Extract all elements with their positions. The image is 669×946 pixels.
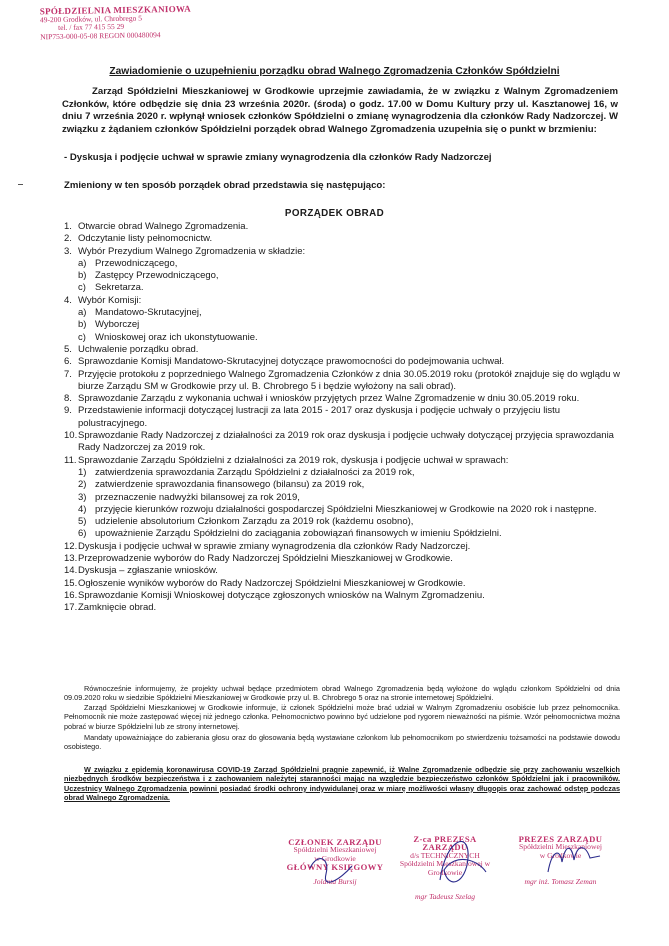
- agenda-item-number: b): [78, 270, 87, 282]
- agenda-item-text: Sprawozdanie Rady Nadzorczej z działalności za 2019 rok oraz dyskusja i podjęcie uchwały dotyczącej przyjęcia sprawozdania Rady Nadzorczej za 2019 rok.: [78, 430, 614, 454]
- agenda-item-text: Sprawozdanie Komisji Wnioskowej dotyczące zgłoszonych wniosków na Walnym Zgromadzeniu.: [78, 589, 485, 601]
- agenda-item-number: 1.: [64, 221, 72, 232]
- agenda-item-number: c): [78, 331, 86, 343]
- note-covid: W związku z epidemią koronawirusa COVID-19 Zarząd Spółdzielni pragnie zapewnić, iż Walne Zgromadzenie odbędzie się przy zachowaniu wszelkich niezbędnych środków bezpieczeństwa i z zachowaniem należytej staranności mając na względzie bezpieczeństwo członków Spółdzielni jak i pracowników. Uczestnicy Walnego Zgromadzenia powinni posiadać środki ochrony indywidulanej oraz w miarę możliwości własny długopis oraz zachować odstęp podczas obrad Walnego Zgromadzenia.: [64, 765, 620, 803]
- agenda-subitem: [64, 258, 624, 270]
- agenda-item-number: a): [78, 307, 87, 319]
- agenda-subitem: [64, 282, 624, 294]
- agenda-item: [64, 246, 624, 258]
- agenda-item-number: b): [78, 319, 87, 331]
- agenda-item-text: Przedstawienie informacji dotyczącej lustracji za lata 2015 - 2017 oraz dyskusja i podjęcie uchwały o przyjęciu listu polustracyjnego.: [78, 405, 561, 429]
- note-proxy: Zarząd Spółdzielni Mieszkaniowej w Grodkowie informuje, iż członek Spółdzielni może brać udział w Walnym Zgromadzeniu osobiście lub przez pełnomocnika. Pełnomocnik nie może zastępować więcej niż jednego członka. Pełnomocnictwo powinno być udzielone pod rygorem nieważności na piśmie. Wzór pełnomocnictwa można pobrać w biurze Spółdzielni lub ze strony internetowej.: [64, 703, 620, 731]
- agenda-item: [64, 295, 624, 307]
- signature-name: mgr inż. Tomasz Zeman: [524, 877, 597, 887]
- margin-mark: [18, 184, 23, 185]
- agenda-item-text: Otwarcie obrad Walnego Zgromadzenia.: [78, 221, 249, 232]
- agenda-item-number: 10.: [64, 430, 78, 442]
- agenda-item-number: c): [78, 282, 86, 294]
- agenda-item: [64, 590, 624, 602]
- signature-name: mgr Tadeusz Szelag: [414, 892, 476, 902]
- agenda-item-number: 4.: [64, 294, 72, 306]
- agenda-item: [64, 393, 624, 405]
- signature-org: d/s TECHNICZNYCH: [410, 850, 480, 860]
- agenda-item-text: Wybór Prezydium Walnego Zgromadzenia w składzie:: [78, 245, 306, 257]
- stamp-line: SPÓŁDZIELNIA MIESZKANIOWA: [39, 3, 192, 17]
- agenda-item-number: 17.: [64, 602, 78, 614]
- agenda-item-text: Wybór Komisji:: [78, 294, 142, 306]
- agenda-subitem: [64, 492, 624, 504]
- agenda-item-text: Sekretarza.: [95, 282, 144, 294]
- stamp-line: NIP753-000-05-08 REGON 000480094: [40, 29, 161, 42]
- agenda-item-number: 2.: [64, 233, 72, 245]
- agenda-item-number: 13.: [64, 553, 78, 565]
- signature-stamp-president: [503, 835, 618, 887]
- agenda-subitem: [64, 332, 624, 344]
- agenda-item: [64, 553, 624, 565]
- agenda-list: [64, 221, 624, 615]
- signature-org: Spółdzielni Mieszkaniowej: [519, 842, 602, 852]
- agenda-subitem: [64, 319, 624, 331]
- agenda-item-number: 6.: [64, 356, 72, 368]
- intro-paragraph: Zarząd Spółdzielni Mieszkaniowej w Grodkowie uprzejmie zawiadamia, że w związku z Walnym Zgromadzeniem Członków, które odbędzie się dnia 23 września 2020r. (środa) o godz. 17.00 w Domu Kultury przy ul. Kasztanowej 16, w dniu 7 września 2020 r. wpłynął wniosek członków Spółdzielni o zmianę wynagrodzenia dla członków Rady Nadzorczej. W związku z żądaniem członków Spółdzielni porządek obrad Walnego Zgromadzenia uzupełnia się o punkt w brzmieniu:: [62, 86, 618, 135]
- agenda-item-text: Odczytanie listy pełnomocnictw.: [78, 233, 213, 245]
- agenda-item-text: Dyskusja i podjęcie uchwał w sprawie zmiany wynagrodzenia dla członków Rady Nadzorczej.: [78, 540, 471, 552]
- agenda-item: [64, 578, 624, 590]
- agenda-item-text: Wnioskowej oraz ich ukonstytuowanie.: [95, 331, 258, 343]
- agenda-item-number: 5): [78, 516, 87, 528]
- agenda-item: [64, 344, 624, 356]
- agenda-item-text: przyjęcie kierunków rozwoju działalności gospodarczej Spółdzielni Mieszkaniowej w Grodkowie na 2020 rok i następne.: [95, 503, 597, 515]
- agenda-item: [64, 455, 624, 467]
- signature-name: Jolanta Bursij: [313, 876, 357, 886]
- agenda-item-text: Sprawozdanie Zarządu z wykonania uchwał i wniosków przyjętych przez Walne Zgromadzenie w dniu 30.05.2019 roku.: [78, 393, 580, 405]
- agenda-subitem: [64, 479, 624, 491]
- agenda-item-text: przeznaczenie nadwyżki bilansowej za rok 2019,: [95, 491, 300, 503]
- agenda-item-number: 14.: [64, 565, 78, 577]
- signature-org: Spółdzielni Mieszkaniowej: [293, 845, 377, 855]
- agenda-item-number: a): [78, 257, 87, 269]
- cooperative-stamp: [40, 5, 192, 42]
- agenda-item-text: Przeprowadzenie wyborów do Rady Nadzorczej Spółdzielni Mieszkaniowej w Grodkowie.: [78, 553, 453, 565]
- signature-org: w Grodkowie: [314, 853, 356, 863]
- agenda-item: [64, 602, 624, 614]
- agenda-subitem: [64, 307, 624, 319]
- agenda-subitem: [64, 516, 624, 528]
- agenda-item-text: Sprawozdanie Komisji Mandatowo-Skrutacyjnej dotyczące prawomocności do podejmowania uchwał.: [78, 356, 505, 368]
- agenda-item: [64, 369, 624, 394]
- agenda-item-number: 9.: [64, 405, 72, 417]
- agenda-item-text: Uchwalenie porządku obrad.: [78, 343, 199, 355]
- agenda-item-number: 5.: [64, 343, 72, 355]
- agenda-title: PORZĄDEK OBRAD: [284, 208, 385, 219]
- agenda-item-number: 4): [78, 503, 87, 515]
- agenda-item: [64, 565, 624, 577]
- agenda-item-number: 11.: [64, 454, 77, 466]
- agenda-item-text: zatwierdzenie sprawozdania finansowego (bilansu) za 2019 rok,: [95, 479, 365, 491]
- agenda-item: [64, 233, 624, 245]
- agenda-item-number: 15.: [64, 577, 78, 589]
- agenda-subitem: [64, 270, 624, 282]
- agenda-item-text: Wyborczej: [95, 319, 140, 331]
- agenda-item: [64, 430, 624, 455]
- agenda-item-text: zatwierdzenia sprawozdania Zarządu Spółdzielni z działalności za 2019 rok,: [95, 466, 415, 478]
- agenda-item-number: 7.: [64, 368, 72, 380]
- note-draft-resolutions: Równocześnie informujemy, że projekty uchwał będące przedmiotem obrad Walnego Zgromadzenia będą wyłożone do wglądu członkom Spółdzielni od dnia 09.09.2020 roku w siedzibie Spółdzielni Mieszkaniowej w Grodkowie przy ul. B. Chrobrego 5 oraz na stronie internetowej Spółdzielni.: [64, 684, 620, 703]
- agenda-item-text: udzielenie absolutorium Członkom Zarządu za 2019 rok (każdemu osobno),: [95, 516, 414, 528]
- agenda-item-text: Ogłoszenie wyników wyborów do Rady Nadzorczej Spółdzielni Mieszkaniowej w Grodkowie.: [78, 577, 466, 589]
- agenda-item: [64, 541, 624, 553]
- agenda-item-number: 3.: [64, 245, 72, 257]
- signature-stamp-deputy-president: [390, 835, 500, 901]
- signature-role: CZŁONEK ZARZĄDU: [288, 837, 382, 847]
- signature-stamp-chief-accountant: [282, 838, 388, 886]
- agenda-item: [64, 356, 624, 368]
- agenda-item: [64, 221, 624, 233]
- agenda-item-number: 16.: [64, 589, 78, 601]
- changed-agenda-intro: Zmieniony w ten sposób porządek obrad przedstawia się następująco:: [64, 180, 386, 191]
- signature-role: Z-ca PREZESA ZARZĄDU: [413, 834, 477, 853]
- added-agenda-point: - Dyskusja i podjęcie uchwał w sprawie zmiany wynagrodzenia dla członków Rady Nadzorczej: [64, 152, 492, 163]
- agenda-item-number: 2): [78, 479, 87, 491]
- agenda-item-number: 3): [78, 491, 87, 503]
- agenda-item-number: 8.: [64, 393, 72, 405]
- signature-org: w Grodkowie: [539, 850, 582, 860]
- agenda-item-number: 6): [78, 528, 87, 540]
- note-mandates: Mandaty upoważniające do zabierania głosu oraz do głosowania będą wystawiane członkom lub pełnomocnikom po stwierdzeniu tożsamości na podstawie dowodu osobistego.: [64, 733, 620, 752]
- agenda-item-number: 12.: [64, 540, 78, 552]
- agenda-item-text: Mandatowo-Skrutacyjnej,: [95, 307, 202, 319]
- signature-title: GŁÓWNY KSIĘGOWY: [286, 862, 384, 873]
- agenda-item-text: Sprawozdanie Zarządu Spółdzielni z działalności za 2019 rok, dyskusja i podjęcie uchwał w sprawach:: [78, 454, 509, 466]
- stamp-line: tel. / fax 77 415 55 29: [57, 22, 125, 33]
- agenda-subitem: [64, 528, 624, 540]
- agenda-subitem: [64, 504, 624, 516]
- agenda-item-text: Przyjęcie protokołu z poprzedniego Walnego Zgromadzenia Członków z dnia 30.05.2019 roku (protokół znajduje się do wglądu w biurze Zarządu SM w Grodkowie przy ul. B. Chrobrego 5 i będzie wyłożony na sali obrad).: [78, 368, 620, 392]
- signature-org: Spółdzielni Mieszkaniowej w Grodkowie: [399, 859, 491, 877]
- agenda-item: [64, 405, 624, 430]
- agenda-item-text: Dyskusja – zgłaszanie wniosków.: [78, 565, 218, 577]
- signature-role: PREZES ZARZĄDU: [518, 834, 603, 844]
- agenda-item-text: Zastępcy Przewodniczącego,: [95, 270, 219, 282]
- agenda-item-text: Zamknięcie obrad.: [78, 602, 157, 614]
- agenda-subitem: [64, 467, 624, 479]
- stamp-line: 49-200 Grodków, ul. Chrobrego 5: [39, 13, 143, 24]
- agenda-item-number: 1): [78, 466, 87, 478]
- document-heading: Zawiadomienie o uzupełnieniu porządku obrad Walnego Zgromadzenia Członków Spółdzielni: [109, 66, 560, 77]
- agenda-item-text: Przewodniczącego,: [95, 257, 178, 269]
- agenda-item-text: upoważnienie Zarządu Spółdzielni do zaciągania zobowiązań finansowych w imieniu Spółdzielni.: [95, 528, 502, 540]
